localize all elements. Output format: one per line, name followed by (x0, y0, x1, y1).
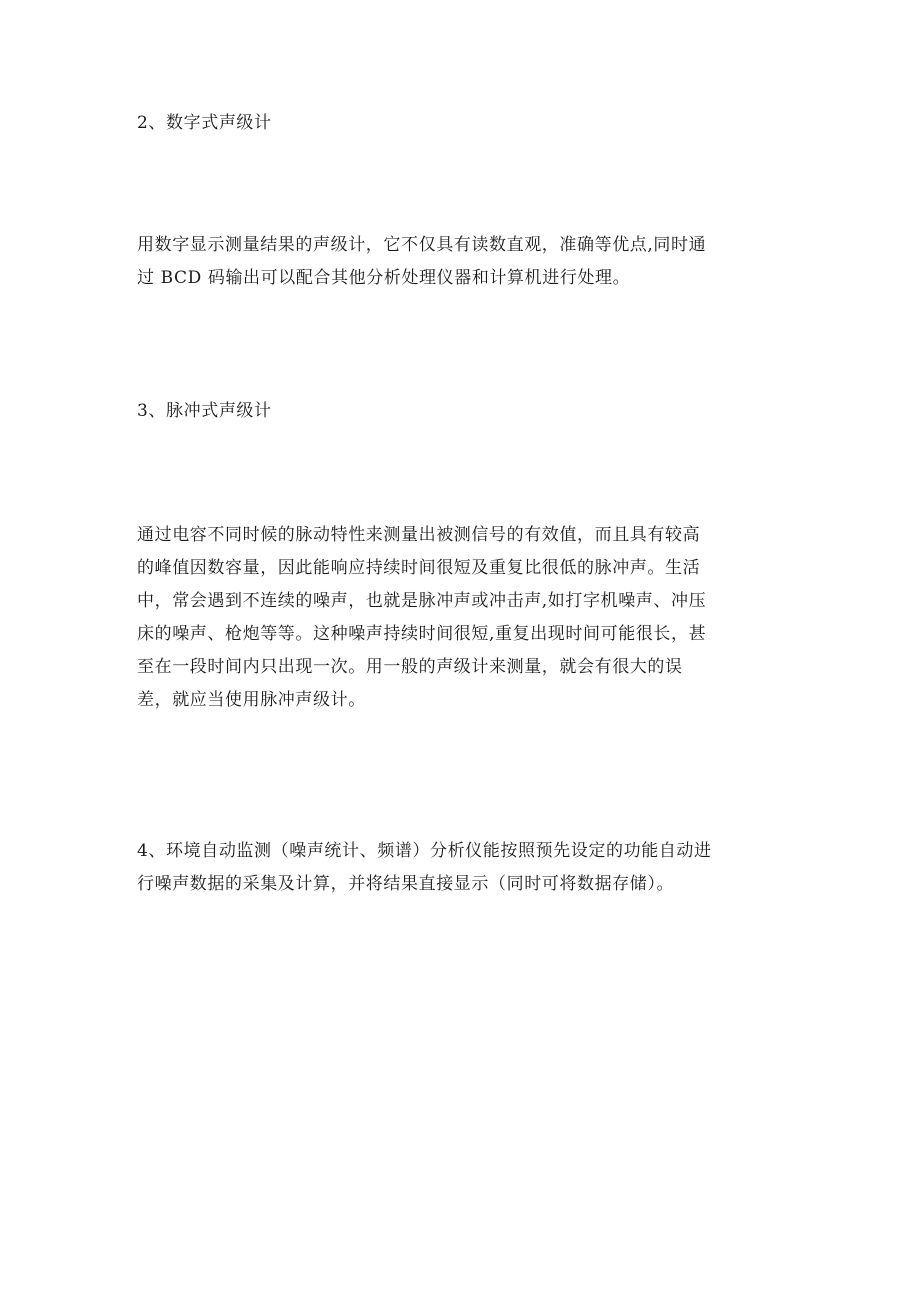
paragraph-line: 通过电容不同时候的脉动特性来测量出被测信号的有效值，而且具有较高 (137, 525, 701, 545)
paragraph-line: 过 BCD 码输出可以配合其他分析处理仪器和计算机进行处理。 (137, 268, 631, 288)
paragraph-line: 中，常会遇到不连续的噪声，也就是脉冲声或冲击声,如打字机噪声、冲压 (137, 591, 707, 611)
section-heading-pulse-sound-level-meter (137, 395, 797, 428)
paragraph-digital-sound-level-meter (137, 229, 797, 295)
section-heading-digital-sound-level-meter (137, 107, 797, 140)
heading-text: 3、脉冲式声级计 (137, 401, 272, 421)
paragraph-line: 差，就应当使用脉冲声级计。 (137, 690, 366, 710)
paragraph-environment-monitoring-analyzer (137, 835, 797, 901)
paragraph-line: 4、环境自动监测（噪声统计、频谱）分析仪能按照预先设定的功能自动进 (137, 841, 712, 861)
heading-text: 2、数字式声级计 (137, 113, 272, 133)
paragraph-line: 床的噪声、枪炮等等。这种噪声持续时间很短,重复出现时间可能很长，甚 (137, 624, 707, 644)
paragraph-pulse-sound-level-meter (137, 519, 797, 717)
paragraph-line: 的峰值因数容量，因此能响应持续时间很短及重复比很低的脉冲声。生活 (137, 558, 701, 578)
paragraph-line: 用数字显示测量结果的声级计，它不仅具有读数直观，准确等优点,同时通 (137, 235, 707, 255)
paragraph-line: 行噪声数据的采集及计算，并将结果直接显示（同时可将数据存储）。 (137, 874, 675, 894)
paragraph-line: 至在一段时间内只出现一次。用一般的声级计来测量，就会有很大的误 (137, 657, 683, 677)
